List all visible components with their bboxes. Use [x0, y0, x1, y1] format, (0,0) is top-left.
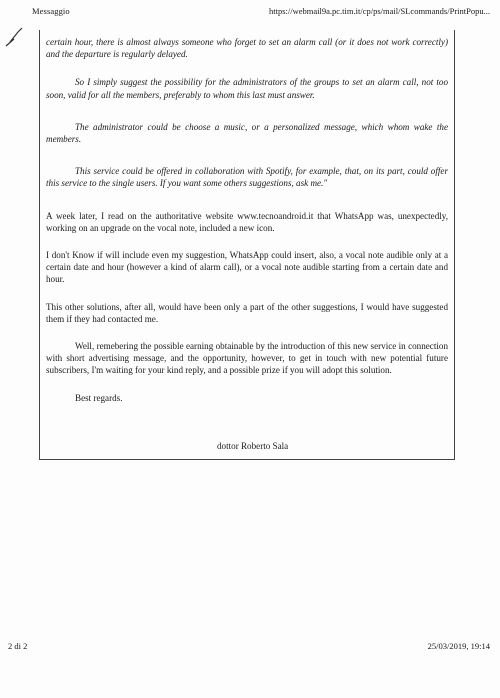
- print-header-title: Messaggio: [32, 6, 70, 16]
- message-body: [46, 36, 448, 404]
- closing-line: Best regards.: [75, 392, 123, 403]
- pen-tick-mark: [4, 26, 30, 48]
- paragraph-2: So I simply suggest the possibility for the administrators of the groups to set an alarm call, not too soon, valid for all the members, preferably to whom this last must answer.: [46, 77, 448, 100]
- paragraph-1: certain hour, there is almost always someone who forget to set an alarm call (or it does not work correctly) and the departure is regularly delayed.: [46, 37, 448, 60]
- print-datetime: 25/03/2019, 19:14: [427, 641, 490, 651]
- paragraph-3: The administrator could be choose a music, or a personalized message, which whom wake the members.: [46, 121, 448, 145]
- paragraph-4: This service could be offered in collaboration with Spotify, for example, that, on its part, could offer this service to the single users. If you want some others suggestions, ask me.": [46, 166, 448, 189]
- paragraph-5: A week later, I read on the authoritative website www.tecnoandroid.it that WhatsApp was, unexpectedly, working on an upgrade on the vocal note, included a new icon.: [46, 210, 448, 233]
- paragraph-6: I don't Know if will include even my suggestion, WhatsApp could insert, also, a vocal note audible only at a certain date and hour (however a kind of alarm call), or a vocal note audible starting from a certain date and hour.: [46, 250, 448, 285]
- signature: dottor Roberto Sala: [217, 441, 289, 451]
- print-header-url: https://webmail9a.pc.tim.it/cp/ps/mail/SLcommands/PrintPopu...: [269, 6, 490, 16]
- paragraph-7: This other solutions, after all, would have been only a part of the other suggestions, I would have suggested them if they had contacted me.: [46, 301, 448, 324]
- paragraph-8: Well, remebering the possible earning obtainable by the introduction of this new service in connection with short advertising message, and the opportunity, however, to get in touch with new potential future subscribers, I'm waiting for your kind reply, and a possible prize if you will adopt this solution.: [46, 341, 448, 376]
- page-number: 2 di 2: [8, 641, 28, 651]
